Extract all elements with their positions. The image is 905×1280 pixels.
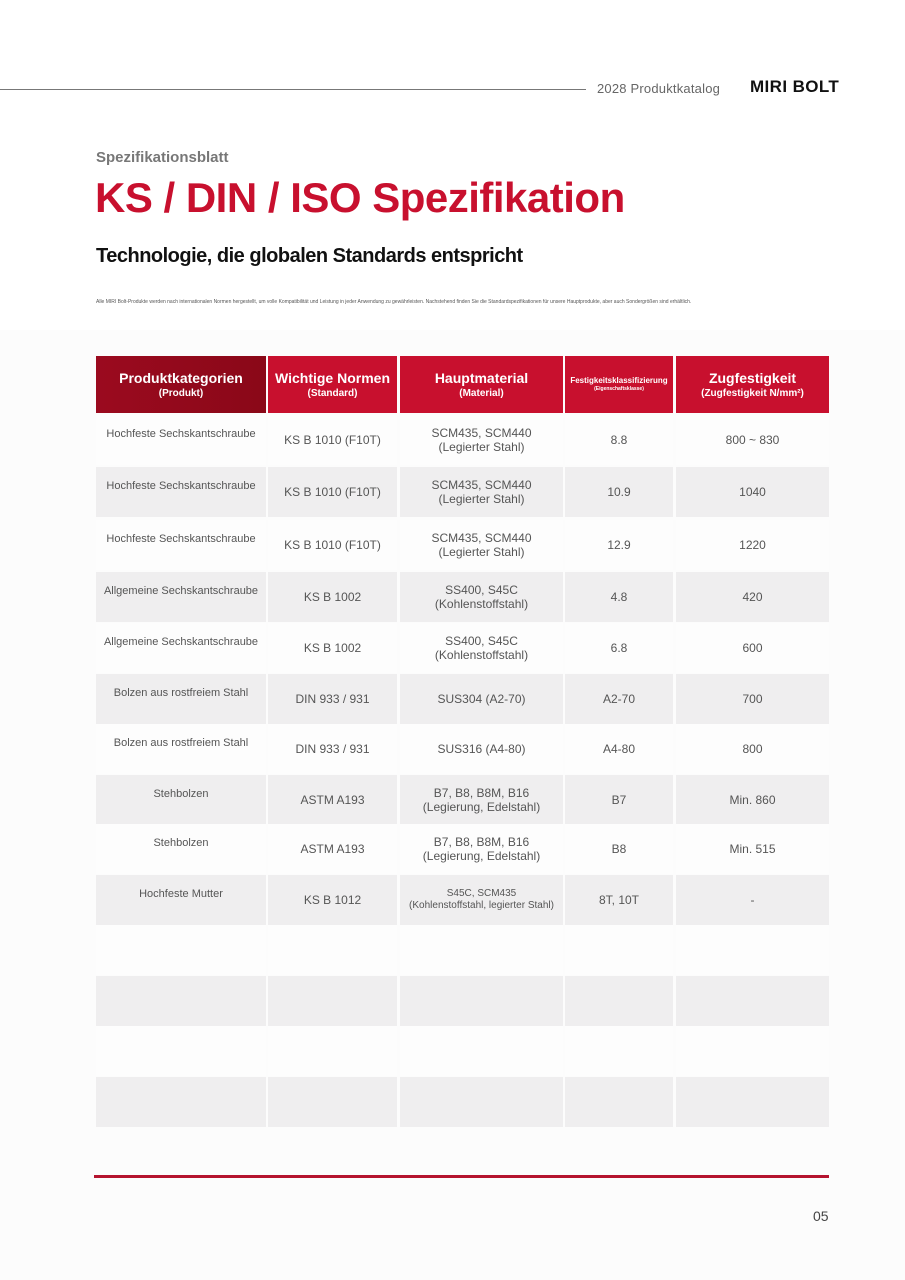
cell-category: Allgemeine Sechskantschraube [96, 623, 266, 673]
page-title: KS / DIN / ISO Spezifikation [95, 174, 625, 221]
cell-standard: DIN 933 / 931 [268, 674, 397, 724]
column-header-tensile: Zugfestigkeit (Zugfestigkeit N/mm²) [676, 356, 829, 413]
cell-standard: KS B 1010 (F10T) [268, 415, 397, 465]
table-row [96, 572, 829, 622]
cell-standard: DIN 933 / 931 [268, 724, 397, 774]
catalog-label: 2028 Produktkatalog [597, 81, 721, 96]
cell-category: Hochfeste Sechskantschraube [96, 415, 266, 465]
cell-tensile: 1220 [676, 520, 829, 570]
cell-grade: 8.8 [565, 415, 673, 465]
cell-material: SUS304 (A2-70) [400, 674, 563, 724]
cell-material: SUS316 (A4-80) [400, 724, 563, 774]
cell-tensile: Min. 860 [676, 775, 829, 825]
table-row [96, 623, 829, 673]
cell-category: Hochfeste Mutter [96, 875, 266, 925]
cell-tensile: 1040 [676, 467, 829, 517]
empty-table-row [96, 976, 829, 1026]
cell-tensile: 700 [676, 674, 829, 724]
cell-standard: KS B 1002 [268, 572, 397, 622]
cell-tensile: 800 ~ 830 [676, 415, 829, 465]
empty-table-row [96, 1077, 829, 1127]
column-header-category: Produktkategorien (Produkt) [96, 356, 266, 413]
cell-tensile: 420 [676, 572, 829, 622]
column-header-standard: Wichtige Normen (Standard) [268, 356, 397, 413]
cell-grade: B7 [565, 775, 673, 825]
intro-paragraph: Alle MIRI Bolt-Produkte werden nach internationalen Normen hergestellt, um volle Kompatibilität und Leistung in jeder Anwendung zu gewährleisten. Nachstehend finden Sie die Standardspezifikationen für unsere Hauptprodukte, aber auch Sondergrößen sind erhältlich. [96, 299, 692, 305]
cell-category: Hochfeste Sechskantschraube [96, 520, 266, 570]
table-row [96, 724, 829, 774]
cell-standard: ASTM A193 [268, 775, 397, 825]
cell-grade: 8T, 10T [565, 875, 673, 925]
table-header-row [96, 356, 829, 413]
page-subtitle: Technologie, die globalen Standards entspricht [96, 245, 523, 267]
empty-table-row [96, 925, 829, 975]
cell-grade: 10.9 [565, 467, 673, 517]
header-rule [0, 89, 586, 90]
section-kicker: Spezifikationsblatt [96, 149, 229, 166]
cell-tensile: 600 [676, 623, 829, 673]
cell-tensile: Min. 515 [676, 824, 829, 874]
cell-material: S45C, SCM435 (Kohlenstoffstahl, legierter Stahl) [400, 875, 563, 925]
cell-grade: 4.8 [565, 572, 673, 622]
cell-standard: KS B 1002 [268, 623, 397, 673]
page-number: 05 [813, 1208, 829, 1224]
cell-material: SS400, S45C (Kohlenstoffstahl) [400, 572, 563, 622]
table-row [96, 875, 829, 925]
cell-category: Bolzen aus rostfreiem Stahl [96, 724, 266, 774]
table-row [96, 824, 829, 874]
cell-tensile: 800 [676, 724, 829, 774]
cell-material: SCM435, SCM440 (Legierter Stahl) [400, 467, 563, 517]
brand-logo: MIRI BOLT [750, 77, 840, 96]
cell-tensile: - [676, 875, 829, 925]
cell-standard: KS B 1012 [268, 875, 397, 925]
cell-material: SS400, S45C (Kohlenstoffstahl) [400, 623, 563, 673]
cell-standard: KS B 1010 (F10T) [268, 467, 397, 517]
table-row [96, 415, 829, 465]
column-header-grade: Festigkeitsklassifizierung (Eigenschaftsklasse) [565, 356, 673, 413]
cell-grade: 12.9 [565, 520, 673, 570]
cell-category: Stehbolzen [96, 824, 266, 874]
cell-material: B7, B8, B8M, B16 (Legierung, Edelstahl) [400, 824, 563, 874]
table-row [96, 520, 829, 570]
cell-category: Hochfeste Sechskantschraube [96, 467, 266, 517]
cell-material: SCM435, SCM440 (Legierter Stahl) [400, 415, 563, 465]
cell-material: B7, B8, B8M, B16 (Legierung, Edelstahl) [400, 775, 563, 825]
cell-category: Stehbolzen [96, 775, 266, 825]
empty-table-row [96, 1026, 829, 1076]
cell-category: Bolzen aus rostfreiem Stahl [96, 674, 266, 724]
table-row [96, 674, 829, 724]
cell-grade: 6.8 [565, 623, 673, 673]
table-row [96, 467, 829, 517]
column-header-material: Hauptmaterial (Material) [400, 356, 563, 413]
cell-grade: A2-70 [565, 674, 673, 724]
cell-material: SCM435, SCM440 (Legierter Stahl) [400, 520, 563, 570]
table-row [96, 775, 829, 825]
footer-rule [94, 1175, 829, 1178]
cell-standard: ASTM A193 [268, 824, 397, 874]
cell-grade: B8 [565, 824, 673, 874]
cell-category: Allgemeine Sechskantschraube [96, 572, 266, 622]
cell-standard: KS B 1010 (F10T) [268, 520, 397, 570]
cell-grade: A4-80 [565, 724, 673, 774]
spec-table [96, 356, 829, 911]
